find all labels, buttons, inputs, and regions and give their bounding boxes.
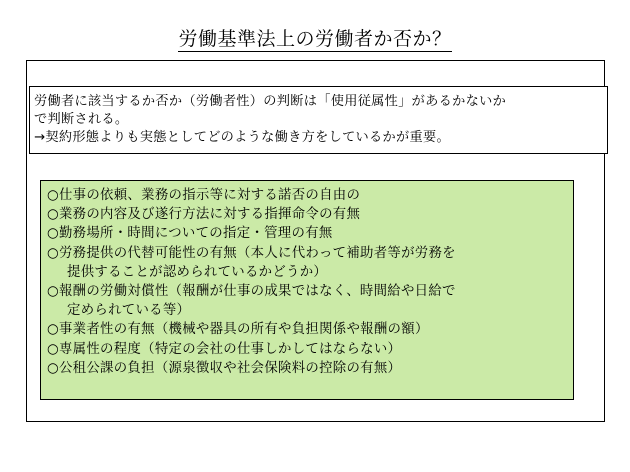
criteria-item-text: ○報酬の労働対償性（報酬が仕事の成果ではなく、時間給や日給で <box>47 284 456 300</box>
definition-line: で判断される。 <box>34 112 129 127</box>
criteria-item-text: ○専属性の程度（特定の会社の仕事しかしてはならない） <box>47 341 402 357</box>
criteria-item <box>47 282 573 320</box>
criteria-item <box>47 244 573 282</box>
criteria-item <box>47 186 573 205</box>
criteria-item-text: ○事業者性の有無（機械や器具の所有や負担関係や報酬の額） <box>47 322 429 338</box>
criteria-list <box>40 180 574 400</box>
criteria-item-continuation: 提供することが認められているかどうか） <box>67 264 328 280</box>
criteria-item <box>47 205 573 224</box>
definition-box <box>29 86 608 154</box>
definition-line: 労働者に該当するか否か（労働者性）の判断は「使用従属性」があるかないか <box>34 94 507 109</box>
criteria-item <box>47 340 573 359</box>
definition-note: →契約形態よりも実態としてどのような働き方をしているかが重要。 <box>34 130 450 145</box>
criteria-item-text: ○業務の内容及び遂行方法に対する指揮命令の有無 <box>47 207 361 223</box>
criteria-item-continuation: 定められている等） <box>67 303 191 319</box>
criteria-item <box>47 359 573 378</box>
page-title-text: 労働基準法上の労働者か否か？ <box>178 28 452 50</box>
criteria-item <box>47 320 573 339</box>
criteria-item-text: ○勤務場所・時間についての指定・管理の有無 <box>47 226 333 242</box>
criteria-item-text: ○公租公課の負担（源泉徴収や社会保険料の控除の有無） <box>47 360 402 376</box>
criteria-item-text: ○仕事の依頼、業務の指示等に対する諾否の自由の <box>47 188 361 203</box>
criteria-item-text: ○労務提供の代替可能性の有無（本人に代わって補助者等が労務を <box>47 245 456 261</box>
criteria-item <box>47 224 573 243</box>
page-title <box>0 26 630 52</box>
